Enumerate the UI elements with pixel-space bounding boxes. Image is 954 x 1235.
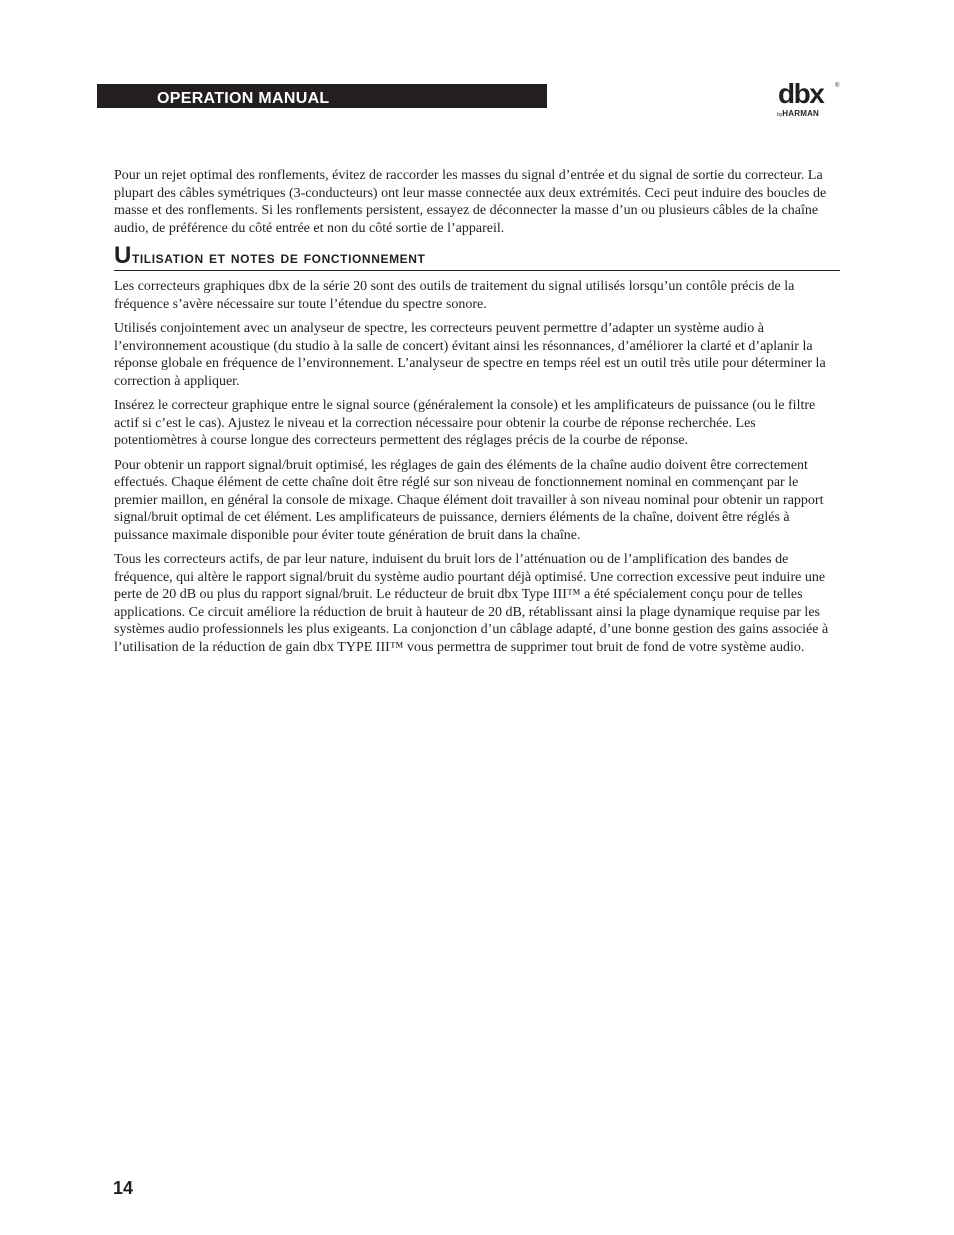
logo-maker: HARMAN — [782, 109, 820, 118]
body-paragraph-1: Les correcteurs graphiques dbx de la série 20 sont des outils de traitement du signal utilisés lorsqu’un contôle précis de la fréquence s’avère nécessaire sur toute l’étendue du spectre sonore. — [114, 279, 795, 312]
page-content — [114, 167, 840, 663]
logo-brand: dbx — [778, 78, 824, 109]
section-heading-rest: tilisation et notes de fonctionnement — [131, 248, 426, 267]
header-bar — [97, 84, 547, 108]
logo-registered-mark: ® — [835, 83, 840, 89]
page-number: 14 — [113, 1178, 134, 1198]
body-paragraph-5: Tous les correcteurs actifs, de par leur nature, induisent du bruit lors de l’atténuation ou de l’amplification des bandes de fréquence, qui altère le rapport signal/bruit du système audio pourtant déjà optimisé. Une correction excessive peut induire une perte de 20 dB ou plus du rapport signal/bruit. Le réducteur de bruit dbx Type III™ a été spécialement conçu pour de telles applications. Ce circuit améliore la réduction de bruit à hauteur de 20 dB, rétablissant ainsi la plage dynamique requise par les systèmes audio professionnels les plus exigeants. La conjonction d’un câblage adapté, d’une bonne gestion des gains associée à l’utilisation de la réduction de gain dbx TYPE III™ vous permettra de supprimer tout bruit de fond de votre système audio. — [114, 552, 829, 655]
manual-label: OPERATION MANUAL — [157, 90, 330, 107]
section-heading-initial: U — [114, 242, 132, 269]
dbx-harman-logo — [776, 80, 846, 120]
intro-paragraph: Pour un rejet optimal des ronflements, évitez de raccorder les masses du signal d’entrée et du signal de sortie du correcteur. La plupart des câbles symétriques (3-conducteurs) ont leur masse connectée aux deux extrémités. Ceci peut induire des boucles de masse et des ronflements. Si les ronflements persistent, essayez de déconnecter la masse d’un ou plusieurs câbles de la chaîne audio, de préférence du côté entrée et non du côté sortie de l’appareil. — [114, 168, 827, 236]
body-paragraph-2: Utilisés conjointement avec un analyseur de spectre, les correcteurs peuvent permettre d’adapter un système audio à l’environnement acoustique (du studio à la salle de concert) évitant ainsi les résonnances, d’améliorer la clarté et d’aplanir la réponse globale en fréquence de l’environnement. L’analyseur de spectre en temps réel est un outil très utile pour déterminer la correction à appliquer. — [114, 321, 826, 389]
logo-by: by — [777, 112, 783, 118]
section-heading — [114, 244, 840, 271]
body-paragraph-4: Pour obtenir un rapport signal/bruit optimisé, les réglages de gain des éléments de la chaîne audio doivent être correctement effectués. Chaque élément de cette chaîne doit être réglé sur son niveau de fonctionnement nominal en commençant par le premier maillon, en général la console de mixage. Chaque élément doit travailler à son niveau nominal pour obtenir un rapport signal/bruit optimal de cet élément. Les amplificateurs de puissance, derniers éléments de la chaîne, doivent être réglés à puissance maximale disponible pour éviter toute génération de bruit dans la chaîne. — [114, 457, 824, 543]
body-paragraph-3: Insérez le correcteur graphique entre le signal source (généralement la console) et les amplificateurs de puissance (ou le filtre actif si c’est le cas). Ajustez le niveau et la correction nécessaire pour obtenir la courbe de réponse recherchée. Les potentiomètres à course longue des correcteurs permettent des réglages précis de la courbe de réponse. — [114, 398, 816, 448]
logo-by-harman — [777, 109, 819, 120]
